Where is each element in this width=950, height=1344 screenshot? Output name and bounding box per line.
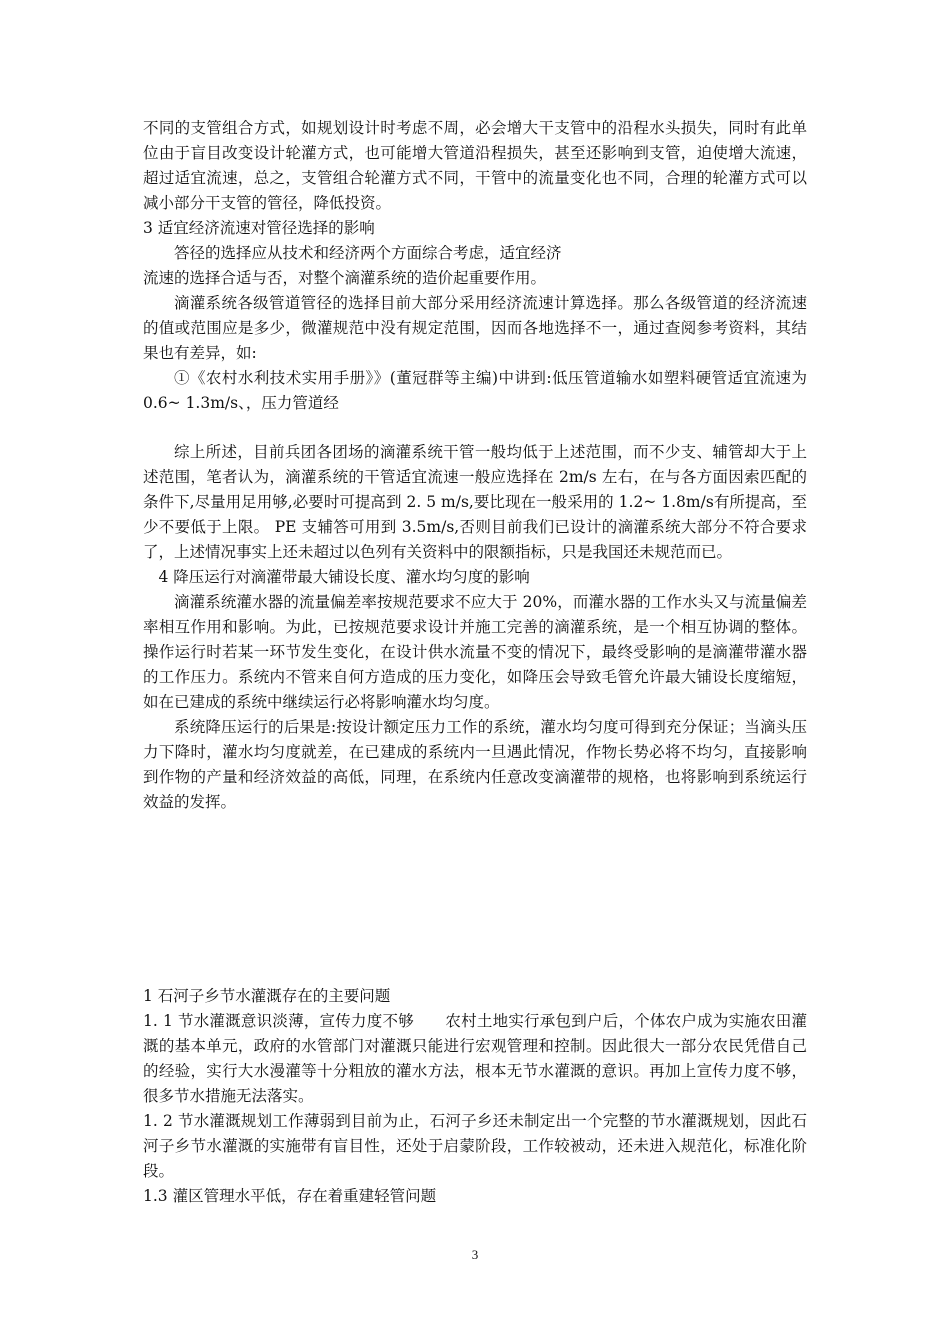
text-block-top: [143, 116, 807, 416]
paragraph-economic-velocity: 滴灌系统各级管道管径的选择目前大部分采用经济流速计算选择。那么各级管道的经济流速的值或范围应是多少，微灌规范中没有规定范围，因而各地选择不一，通过查阅参考资料，其结果也有差异，如:: [143, 294, 807, 362]
text-block-bottom: [143, 984, 807, 1209]
paragraph-handbook-reference: ①《农村水利技术实用手册》》(董冠群等主编)中讲到:低压管道输水如塑料硬管适宜流速为 0.6~ 1.3m/s、，压力管道经: [143, 369, 807, 412]
page-number: 3: [471, 1247, 479, 1262]
paragraph-emitter-deviation: 滴灌系统灌水器的流量偏差率按规范要求不应大于 20%，而灌水器的工作水头又与流量偏差率相互作用和影响。为此，已按规范要求设计并施工完善的滴灌系统，是一个相互协调的整体。操作运行时若某一环节发生变化，在设计供水流量不变的情况下，最终受影响的是滴灌带灌水器的工作压力。系统内不管来自何方造成的压力变化，如降压会导致毛管允许最大铺设长度缩短，如在已建成的系统中继续运行必将影响灌水均匀度。: [143, 593, 807, 711]
paragraph-pipe-diameter-line1: 答径的选择应从技术和经济两个方面综合考虑，适宜经济: [174, 244, 562, 262]
text-block-middle: [143, 440, 807, 815]
paragraph-awareness: 1. 1 节水灌溉意识淡薄，宣传力度不够 农村土地实行承包到户后，个体农户成为实施农田灌溉的基本单元，政府的水管部门对灌溉只能进行宏观管理和控制。因此很大一部分农民凭借自己的经验，实行大水漫灌等十分粗放的灌水方法，根本无节水灌溉的意识。再加上宣传力度不够，很多节水措施无法落实。: [143, 1012, 807, 1105]
section-heading-3: 3 适宜经济流速对管径选择的影响: [143, 219, 375, 237]
paragraph-summary: 综上所述，目前兵团各团场的滴灌系统干管一般均低于上述范围，而不少支、辅管却大于上述范围，笔者认为，滴灌系统的干管适宜流速一般应选择在 2m/s 左右，在与各方面因索匹配的条件下,尽量用足用够,必要时可提高到 2. 5 m/s,要比现在一般采用的 1.2~ 1.8m/s有所提高，至少不要低于上限。 PE 支辅答可用到 3.5m/s,否则目前我们已设计的滴灌系统大部分不符合要求了，上述情况事实上还未超过以色列有关资料中的限额指标，只是我国还未规范而已。: [143, 443, 807, 561]
section-heading-4: 4 降压运行对滴灌带最大铺设长度、灌水均匀度的影响: [158, 568, 530, 586]
paragraph-rotation-irrigation: 不同的支管组合方式，如规划设计时考虑不周，必会增大干支管中的沿程水头损失，同时有此单位由于盲目改变设计轮灌方式，也可能增大管道沿程损失，甚至还影响到支管，迫使增大流速，超过适宜流速，总之，支管组合轮灌方式不同，干管中的流量变化也不同，合理的轮灌方式可以减小部分干支管的管径，降低投资。: [143, 119, 807, 212]
paragraph-planning: 1. 2 节水灌溉规划工作薄弱到目前为止，石河子乡还未制定出一个完整的节水灌溉规划，因此石河子乡节水灌溉的实施带有盲目性，还处于启蒙阶段，工作较被动，还未进入规范化，标准化阶段。: [143, 1112, 807, 1180]
paragraph-pipe-diameter-line2: 流速的选择合适与否，对整个滴灌系统的造价起重要作用。: [143, 269, 547, 287]
section-heading-1-3: 1.3 灌区管理水平低，存在着重建轻管问题: [143, 1187, 437, 1205]
paragraph-pressure-drop: 系统降压运行的后果是:按设计额定压力工作的系统，灌水均匀度可得到充分保证；当滴头压力下降时，灌水均匀度就差，在已建成的系统内一旦遇此情况，作物长势必将不均匀，直接影响到作物的产量和经济效益的高低，同理，在系统内任意改变滴灌带的规格，也将影响到系统运行效益的发挥。: [143, 718, 807, 811]
section-heading-1: 1 石河子乡节水灌溉存在的主要问题: [143, 987, 391, 1005]
